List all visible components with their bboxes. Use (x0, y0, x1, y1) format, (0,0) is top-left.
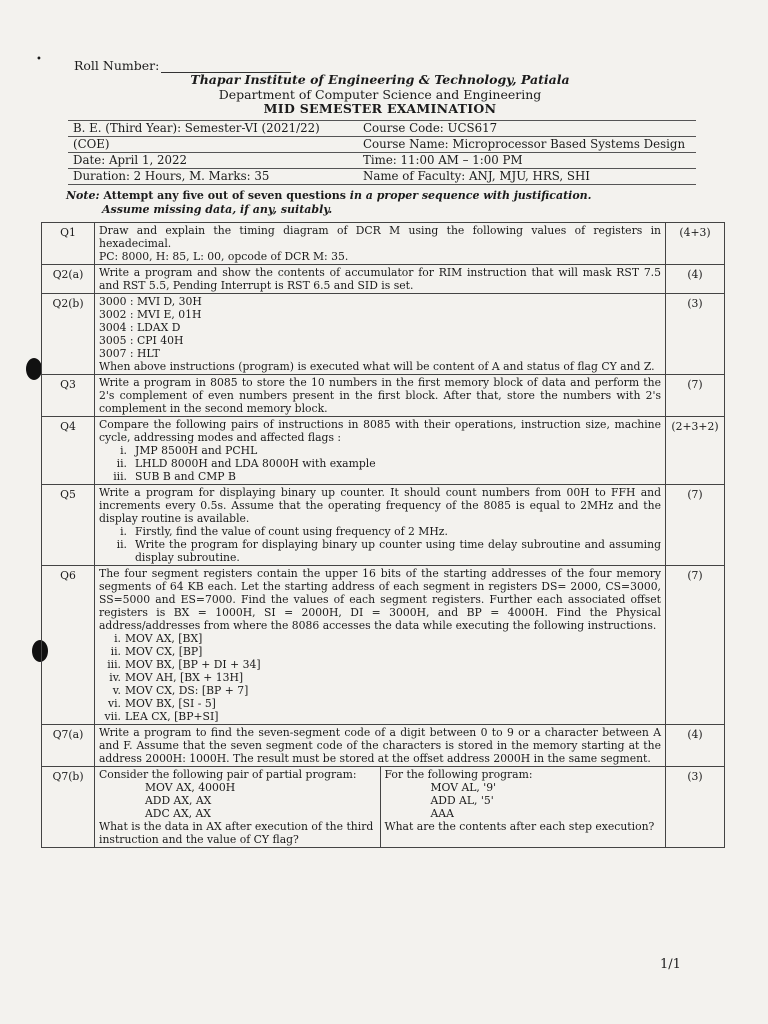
exam-title: MID SEMESTER EXAMINATION (263, 101, 497, 116)
question-number: Q4 (42, 417, 95, 485)
question-text: Compare the following pairs of instructions in 8085 with their operations, instruction size, machine cycle, addressing modes and affected flags : (99, 418, 661, 444)
info-cell: Course Name: Microprocessor Based Systems Design (358, 137, 696, 153)
question-text: Write a program and show the contents of accumulator for RIM instruction that will mask RST 7.5 and RST 5.5, Pending Interrupt is RST 6.5 and SID is set. (95, 265, 666, 294)
code-line: 3007 : HLT (99, 347, 160, 360)
sub-item-number: i. (120, 525, 127, 538)
program-question: What are the contents after each step execution? (384, 820, 655, 833)
sub-item (99, 457, 661, 470)
question-row-q3 (42, 375, 725, 417)
sub-item-text: LEA CX, [BP+SI] (125, 710, 219, 723)
sub-item (99, 525, 661, 538)
sub-item-text: MOV BX, [BP + DI + 34] (125, 658, 261, 671)
sub-item-number: v. (112, 684, 121, 697)
question-row-q4 (42, 417, 725, 485)
note-text-italic: in a proper sequence with justification. (349, 189, 592, 202)
info-cell: (COE) (68, 137, 358, 153)
question-number: Q7(b) (42, 767, 95, 848)
sub-item-number: vii. (104, 710, 121, 723)
sub-item (99, 538, 661, 564)
question-number: Q1 (42, 223, 95, 265)
code-line: ADD AX, AX (145, 794, 212, 807)
question-row-q5 (42, 485, 725, 566)
question-text: When above instructions (program) is executed what will be content of A and status of flag CY and Z. (99, 360, 655, 373)
note-label: Note: (66, 189, 100, 202)
sub-item-number: iii. (113, 470, 127, 483)
sub-item-text: Write the program for displaying binary up counter using time delay subroutine and assuming display subroutine. (135, 538, 661, 564)
right-program (380, 767, 666, 847)
question-marks: (4+3) (666, 223, 725, 265)
info-cell: Time: 11:00 AM – 1:00 PM (358, 153, 696, 169)
question-marks: (7) (666, 375, 725, 417)
sub-item-text: MOV CX, DS: [BP + 7] (125, 684, 249, 697)
sub-item-text: LHLD 8000H and LDA 8000H with example (135, 457, 376, 470)
question-row-q2a (42, 265, 725, 294)
sub-item-text: SUB B and CMP B (135, 470, 236, 483)
questions-table (41, 222, 725, 848)
question-marks: (2+3+2) (666, 417, 725, 485)
info-cell: Name of Faculty: ANJ, MJU, HRS, SHI (358, 169, 696, 185)
sub-item-text: MOV BX, [SI - 5] (125, 697, 216, 710)
question-body (95, 294, 666, 375)
sub-item-text: Firstly, find the value of count using frequency of 2 MHz. (135, 525, 448, 538)
sub-item (99, 671, 661, 684)
sub-item (99, 645, 661, 658)
question-row-q1 (42, 223, 725, 265)
question-row-q7a (42, 725, 725, 767)
info-cell: Date: April 1, 2022 (68, 153, 358, 169)
sub-item-number: ii. (116, 538, 127, 551)
info-cell: Course Code: UCS617 (358, 121, 696, 137)
program-title: Consider the following pair of partial program: (99, 768, 357, 781)
sub-item (99, 470, 661, 483)
code-line: ADC AX, AX (145, 807, 211, 820)
sub-item-number: i. (120, 444, 127, 457)
question-body (95, 767, 666, 848)
sub-item (99, 632, 661, 645)
note-text-italic: Assume missing data, if any, suitably. (102, 203, 333, 216)
code-line: MOV AX, 4000H (145, 781, 236, 794)
code-line: 3004 : LDAX D (99, 321, 181, 334)
question-text: Write a program to find the seven-segment code of a digit between 0 to 9 or a character between A and F. Assume that the seven segment code of the characters is stored in the memory starting at the address 2000H: 1000H. The result must be stored at the offset address 2000H in the same segment. (95, 725, 666, 767)
question-number: Q6 (42, 566, 95, 725)
department-name: Department of Computer Science and Engineering (218, 87, 542, 102)
question-marks: (3) (666, 294, 725, 375)
question-body (95, 566, 666, 725)
sub-item (99, 684, 661, 697)
info-cell: B. E. (Third Year): Semester-VI (2021/22) (68, 121, 358, 137)
question-marks: (7) (666, 485, 725, 566)
program-title: For the following program: (384, 768, 533, 781)
split-columns (95, 767, 665, 847)
exam-note (66, 189, 592, 217)
question-row-q2b (42, 294, 725, 375)
question-text: PC: 8000, H: 85, L: 00, opcode of DCR M: 35. (99, 250, 349, 263)
roll-number-label: Roll Number: (74, 58, 160, 73)
info-row (68, 137, 696, 153)
info-cell: Duration: 2 Hours, M. Marks: 35 (68, 169, 358, 185)
sub-item-number: iii. (107, 658, 121, 671)
sub-item (99, 697, 661, 710)
code-line: 3005 : CPI 40H (99, 334, 184, 347)
question-text: Write a program in 8085 to store the 10 numbers in the first memory block of data and perform the 2's complement of even numbers present in the first block. After that, store the numbers with 2's complement in the second memory block. (95, 375, 666, 417)
question-body (95, 417, 666, 485)
info-row (68, 121, 696, 137)
question-marks: (4) (666, 265, 725, 294)
question-text: The four segment registers contain the upper 16 bits of the starting addresses of the four memory segments of 64 KB each. Let the starting address of each segment in registers DS= 2000, CS=3000, SS=5000 and ES=7000. Find the values of each segment registers. Further each associated offset registers is BX = 1000H, SI = 2000H, DI = 3000H, and BP = 4000H. Find the Physical address/addresses from where the 8086 accesses the data while executing the following instructions. (99, 567, 661, 632)
question-number: Q2(b) (42, 294, 95, 375)
left-program (95, 767, 380, 847)
info-row (68, 153, 696, 169)
question-number: Q2(a) (42, 265, 95, 294)
question-row-q6 (42, 566, 725, 725)
code-line: 3002 : MVI E, 01H (99, 308, 202, 321)
question-text: Write a program for displaying binary up counter. It should count numbers from 00H to FFH and increments every 0.5s. Assume that the operating frequency of the 8085 is equal to 2MHz and the display routine is available. (99, 486, 661, 525)
roll-number-field (74, 58, 291, 73)
course-info-table (68, 120, 696, 185)
note-text: Attempt any five out of seven questions (103, 189, 346, 202)
question-marks: (3) (666, 767, 725, 848)
sub-item (99, 710, 661, 723)
code-line: MOV AL, '9' (430, 781, 497, 794)
question-body (95, 223, 666, 265)
question-marks: (4) (666, 725, 725, 767)
sub-item-text: JMP 8500H and PCHL (135, 444, 258, 457)
sub-item-text: MOV AX, [BX] (125, 632, 203, 645)
code-line: 3000 : MVI D, 30H (99, 295, 202, 308)
sub-item-number: vi. (108, 697, 121, 710)
question-marks: (7) (666, 566, 725, 725)
sub-item-text: MOV CX, [BP] (125, 645, 203, 658)
sub-item-number: i. (114, 632, 121, 645)
sub-item-text: MOV AH, [BX + 13H] (125, 671, 244, 684)
code-line: ADD AL, '5' (430, 794, 494, 807)
code-line: AAA (430, 807, 454, 820)
question-text: Draw and explain the timing diagram of DCR M using the following values of registers in hexadecimal. (99, 224, 661, 250)
page-number: 1/1 (660, 957, 681, 972)
sub-item-number: iv. (109, 671, 121, 684)
scan-mark: • (36, 54, 42, 65)
question-body (95, 485, 666, 566)
question-number: Q5 (42, 485, 95, 566)
program-question: What is the data in AX after execution of the third instruction and the value of CY flag? (99, 820, 374, 846)
sub-item (99, 658, 661, 671)
question-row-q7b (42, 767, 725, 848)
sub-item (99, 444, 661, 457)
question-number: Q7(a) (42, 725, 95, 767)
info-row (68, 169, 696, 185)
sub-item-number: ii. (116, 457, 127, 470)
question-number: Q3 (42, 375, 95, 417)
punch-hole-mark (26, 358, 42, 380)
institute-name: Thapar Institute of Engineering & Technology, Patiala (190, 72, 570, 87)
sub-item-number: ii. (110, 645, 121, 658)
